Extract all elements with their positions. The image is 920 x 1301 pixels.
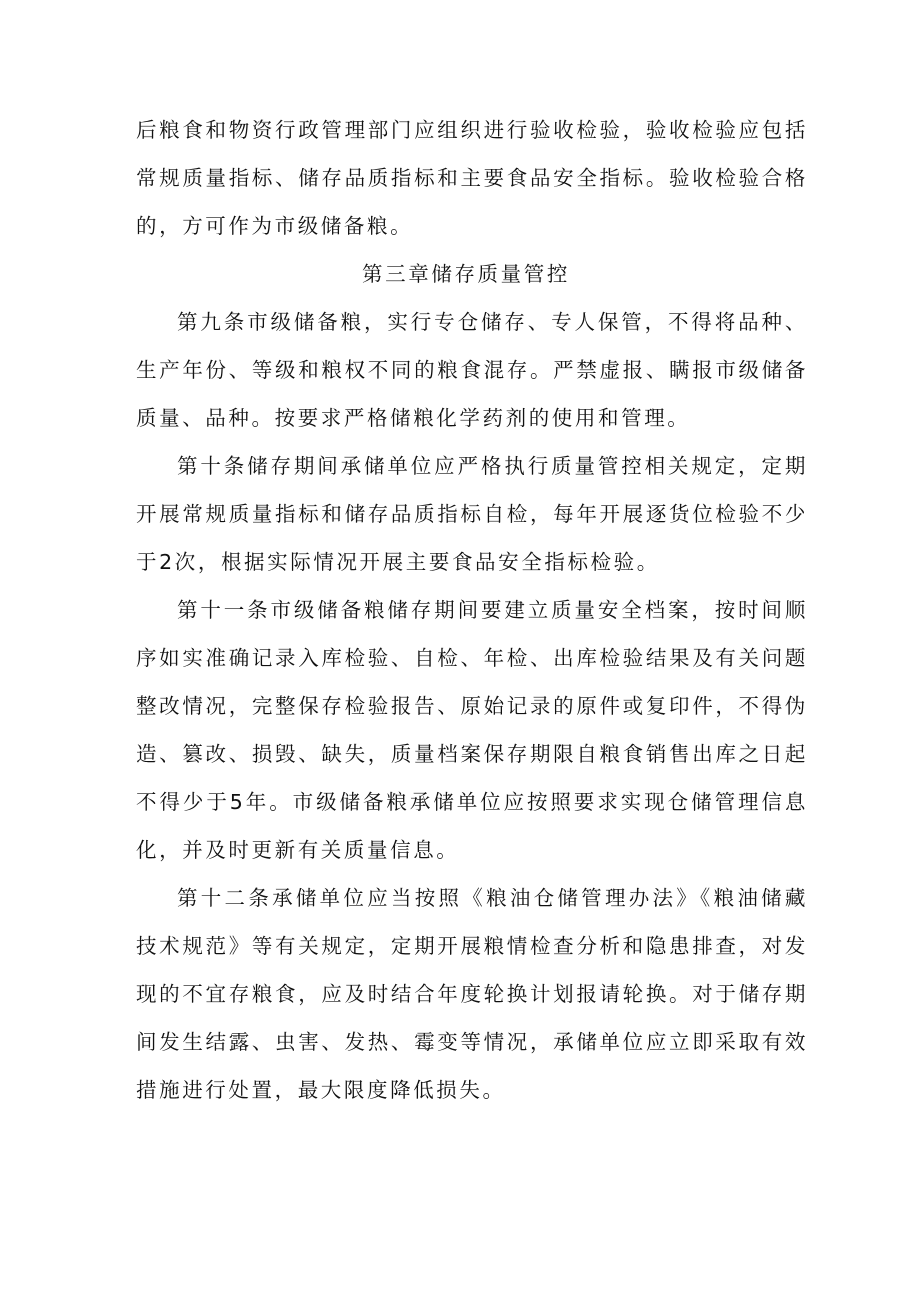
article-11: 第十一条市级储备粮储存期间要建立质量安全档案，按时间顺序如实准确记录入库检验、自检、年检、出库检验结果及有关问题整改情况，完整保存检验报告、原始记录的原件或复印件，不得伪造、篡改、损毁、缺失，质量档案保存期限自粮食销售出库之日起不得少于5年。市级储备粮承储单位应按照要求实现仓储管理信息化，并及时更新有关质量信息。 — [136, 598, 808, 862]
chapter-heading: 第三章储存质量管控 — [362, 262, 570, 286]
intro-paragraph: 后粮食和物资行政管理部门应组织进行验收检验，验收检验应包括常规质量指标、储存品质指标和主要食品安全指标。验收检验合格的，方可作为市级储备粮。 — [136, 118, 808, 238]
article-12: 第十二条承储单位应当按照《粮油仓储管理办法》《粮油储藏技术规范》等有关规定，定期开展粮情检查分析和隐患排查，对发现的不宜存粮食，应及时结合年度轮换计划报请轮换。对于储存期间发生结露、虫害、发热、霉变等情况，承储单位应立即采取有效措施进行处置，最大限度降低损失。 — [136, 886, 808, 1102]
article-9: 第九条市级储备粮，实行专仓储存、专人保管，不得将品种、生产年份、等级和粮权不同的粮食混存。严禁虚报、瞒报市级储备质量、品种。按要求严格储粮化学药剂的使用和管理。 — [136, 310, 808, 430]
article-10: 第十条储存期间承储单位应严格执行质量管控相关规定，定期开展常规质量指标和储存品质指标自检，每年开展逐货位检验不少于2次，根据实际情况开展主要食品安全指标检验。 — [136, 454, 808, 574]
document-body — [136, 106, 808, 1114]
